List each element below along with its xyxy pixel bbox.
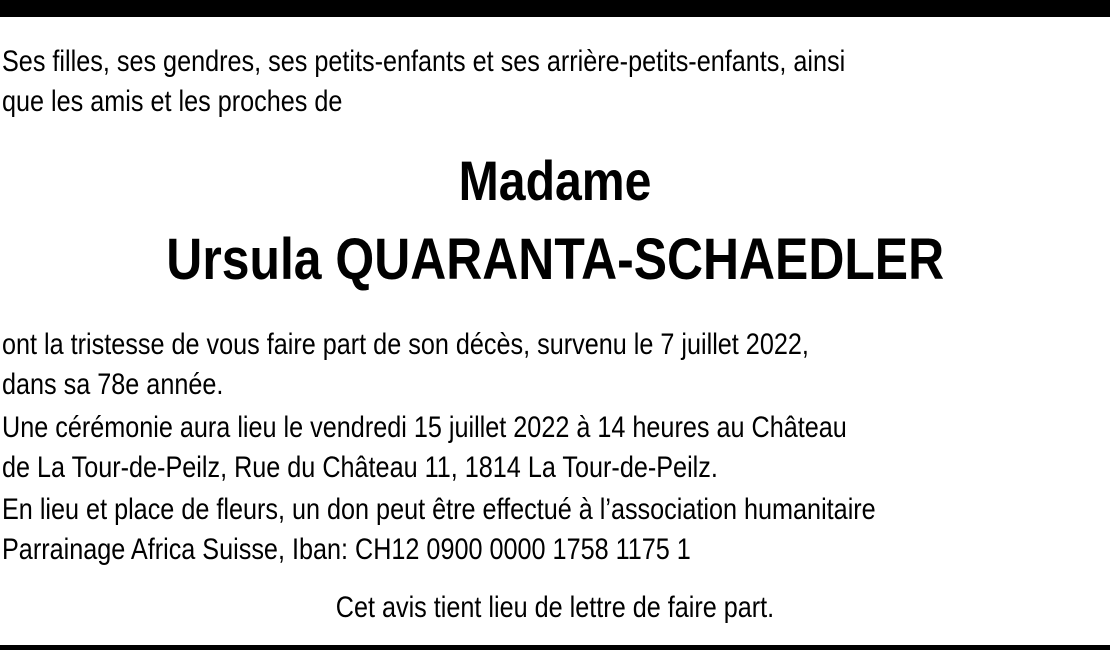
announcement-line-2: dans sa 78e année. [2, 368, 224, 401]
deceased-name-text: Ursula QUARANTA-SCHAEDLER [166, 227, 944, 292]
closing-note-text: Cet avis tient lieu de lettre de faire part. [335, 591, 775, 624]
intro-line-2: que les amis et les proches de [2, 85, 343, 118]
bottom-border-rule [0, 645, 1110, 650]
donation-line-1: En lieu et place de fleurs, un don peut être effectué à l’association humanitaire [2, 493, 876, 526]
ceremony-line-2: de La Tour-de-Peilz, Rue du Château 11, 1814 La Tour-de-Peilz. [2, 451, 718, 484]
donation-line-2: Parrainage Africa Suisse, Iban: CH12 0900 0000 1758 1175 1 [2, 533, 691, 566]
ceremony-line-1: Une cérémonie aura lieu le vendredi 15 juillet 2022 à 14 heures au Château [2, 411, 847, 444]
deceased-title-text: Madame [458, 149, 652, 212]
closing-note [0, 588, 1110, 628]
deceased-title [0, 148, 1110, 214]
deceased-name [0, 226, 1110, 294]
announcement-line-1: ont la tristesse de vous faire part de son décès, survenu le 7 juillet 2022, [2, 328, 809, 361]
intro-line-1: Ses filles, ses gendres, ses petits-enfants et ses arrière-petits-enfants, ainsi [2, 45, 846, 78]
top-border-rule [0, 0, 1110, 17]
